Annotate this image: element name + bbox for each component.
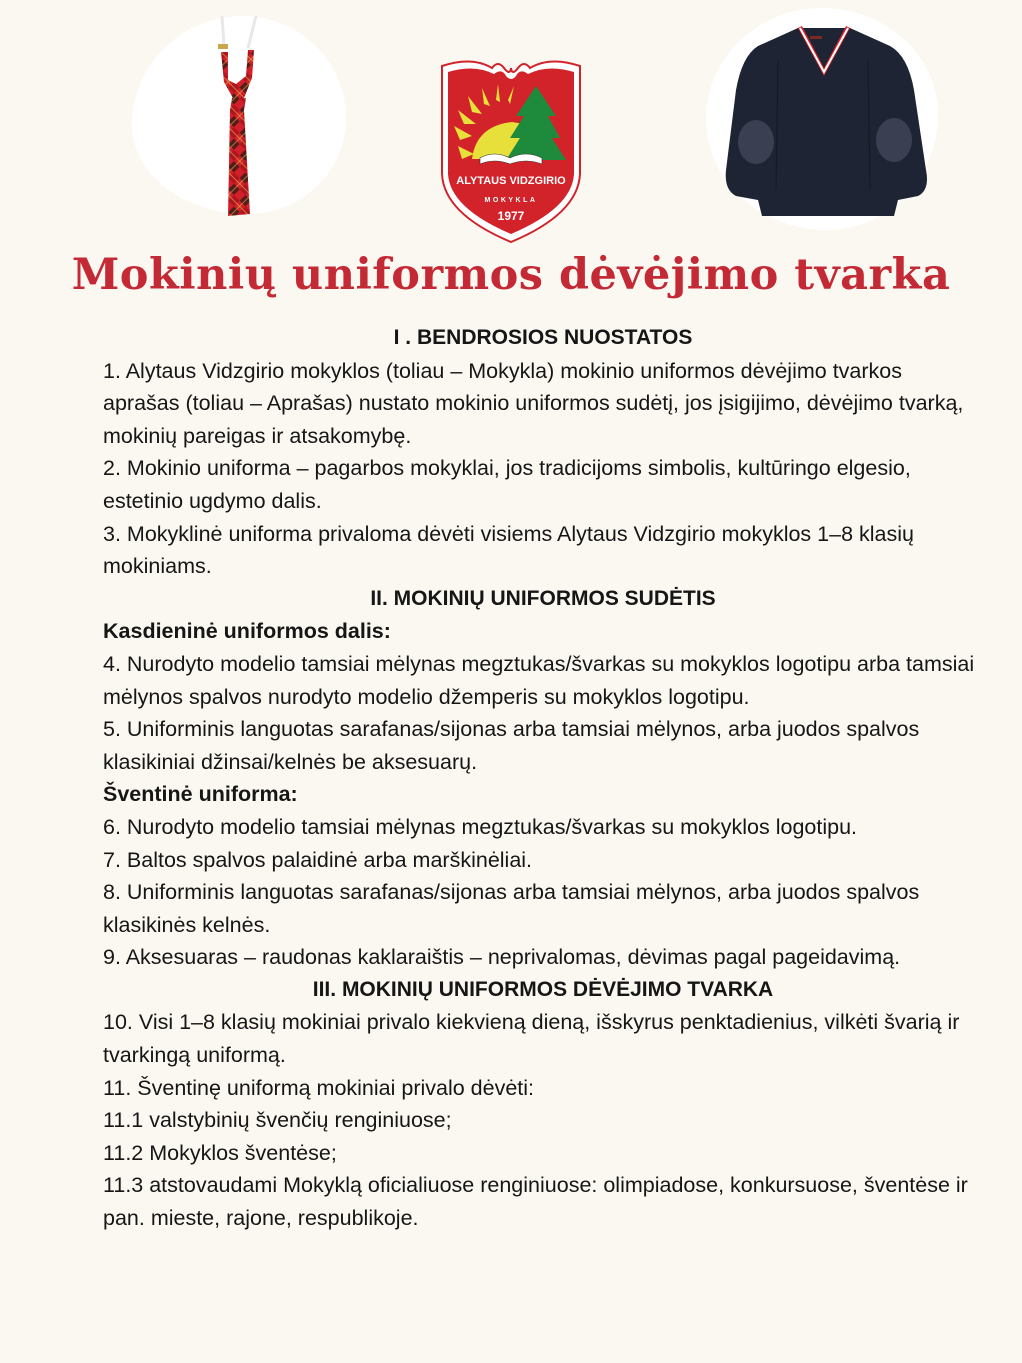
- paragraph-7: 7. Baltos spalvos palaidinė arba marškinėliai.: [103, 847, 533, 872]
- logo-school-type: MOKYKLA: [484, 197, 538, 204]
- paragraph-2: 2. Mokinio uniforma – pagarbos mokyklai, jos tradicijoms simbolis, kultūringo elgesio, estetinio ugdymo dalis.: [103, 456, 911, 513]
- paragraph-11-1: 11.1 valstybinių švenčių renginiuose;: [103, 1108, 452, 1133]
- logo-year: 1977: [497, 209, 525, 223]
- paragraph-11-3: 11.3 atstovaudami Mokyklą oficialiuose renginiuose: olimpiadose, konkursuose, šventėse ir pan. mieste, rajone, respublikoje.: [103, 1173, 968, 1231]
- paragraph-10: 10. Visi 1–8 klasių mokiniai privalo kiekvieną dieną, išskyrus penktadienius, vilkėti švarią ir tvarkingą uniformą.: [103, 1010, 960, 1068]
- page-title: Mokinių uniformos dėvėjimo tvarka: [71, 250, 951, 300]
- paragraph-8: 8. Uniforminis languotas sarafanas/sijonas arba tamsiai mėlynos, arba juodos spalvos klasikinės kelnės.: [103, 880, 920, 937]
- logo-school-name: ALYTAUS VIDZGIRIO: [456, 175, 566, 187]
- paragraph-6: 6. Nurodyto modelio tamsiai mėlynas megztukas/švarkas su mokyklos logotipu.: [103, 814, 858, 839]
- section-wearing-rules: [103, 974, 983, 1235]
- subheading-everyday: Kasdieninė uniformos dalis:: [103, 619, 391, 644]
- section-general-provisions: [103, 322, 983, 583]
- sweater-image: [718, 20, 928, 220]
- necktie-image: [200, 14, 280, 220]
- section-heading: II. MOKINIŲ UNIFORMOS SUDĖTIS: [370, 586, 716, 610]
- paragraph-3: 3. Mokyklinė uniforma privaloma dėvėti visiems Alytaus Vidzgirio mokyklos 1–8 klasių mokiniams.: [103, 521, 914, 579]
- subheading-festive: Šventinė uniforma:: [103, 782, 298, 807]
- paragraph-1: 1. Alytaus Vidzgirio mokyklos (toliau – Mokykla) mokinio uniformos dėvėjimo tvarkos aprašas (toliau – Aprašas) nustato mokinio uniformos sudėtį, jos įsigijimo, dėvėjimo tvarką, mokinių pareigas ir atsakomybę.: [103, 358, 964, 448]
- section-heading: I . BENDROSIOS NUOSTATOS: [393, 326, 693, 349]
- paragraph-9: 9. Aksesuaras – raudonas kaklaraištis – neprivalomas, dėvimas pagal pageidavimą.: [103, 945, 901, 970]
- paragraph-5: 5. Uniforminis languotas sarafanas/sijonas arba tamsiai mėlynos, arba juodos spalvos klasikiniai džinsai/kelnės be aksesuarų.: [103, 717, 920, 774]
- paragraph-4: 4. Nurodyto modelio tamsiai mėlynas megztukas/švarkas su mokyklos logotipu arba tamsiai mėlynos spalvos nurodyto modelio džemperis su mokyklos logotipu.: [103, 651, 975, 709]
- school-logo: [432, 54, 590, 244]
- document-body: [103, 322, 983, 1235]
- section-heading: III. MOKINIŲ UNIFORMOS DĖVĖJIMO TVARKA: [312, 977, 774, 1001]
- paragraph-11: 11. Šventinę uniformą mokiniai privalo dėvėti:: [103, 1075, 535, 1100]
- paragraph-11-2: 11.2 Mokyklos šventėse;: [103, 1140, 337, 1165]
- section-uniform-composition: [103, 583, 983, 974]
